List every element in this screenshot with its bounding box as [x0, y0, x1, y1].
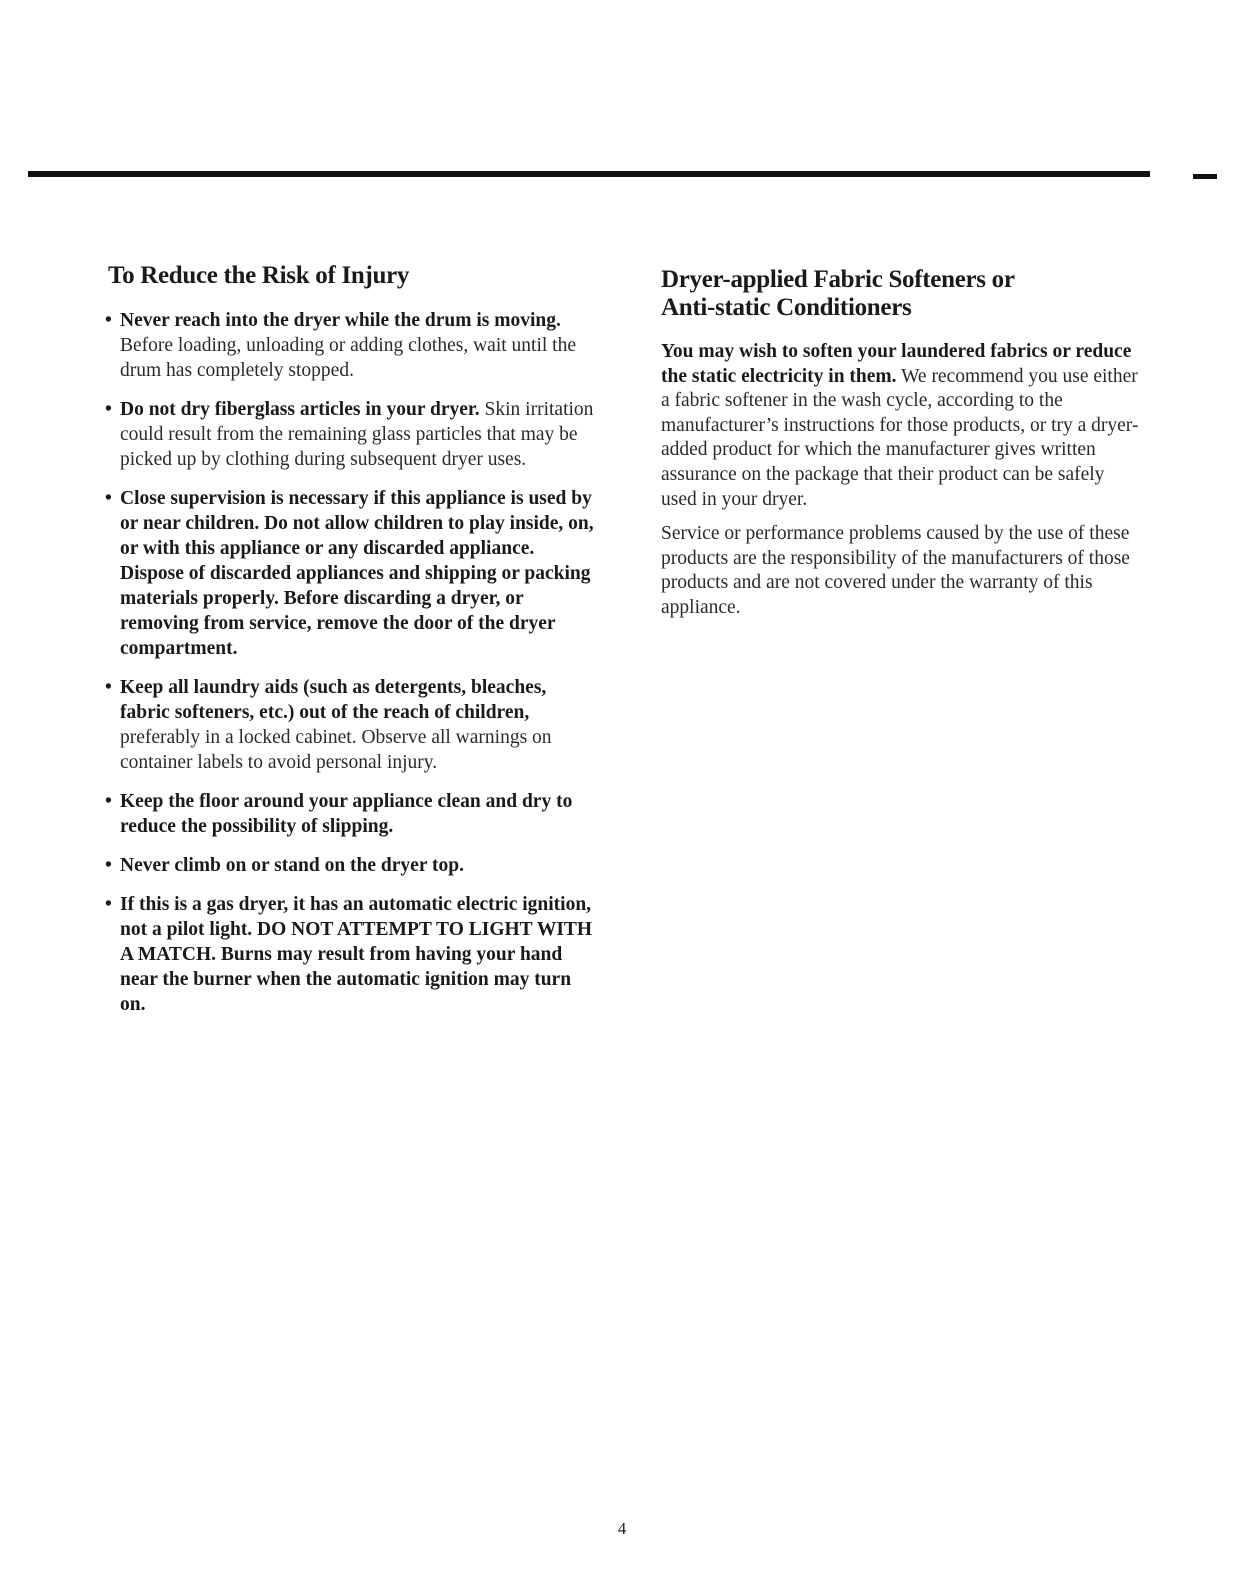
fabric-softeners-paragraph-2: Service or performance problems caused by the use of these products are the responsibility of the manufacturers of those products and are not covered under the warranty of this appliance.	[661, 523, 1130, 618]
item-normal-text: preferably in a locked cabinet. Observe all warnings on container labels to avoid personal injury.	[120, 727, 552, 773]
list-item	[105, 675, 598, 775]
item-normal-text: Skin irritation could result from the remaining glass particles that may be picked up by clothing during subsequent dryer uses.	[120, 399, 594, 470]
list-item	[105, 789, 598, 839]
list-item	[105, 397, 598, 472]
item-bold-text: Do not dry fiberglass articles in your dryer.	[120, 399, 480, 420]
fabric-softeners-title-line1: Dryer-applied Fabric Softeners or	[661, 266, 1015, 293]
list-item	[105, 308, 598, 383]
bullet-icon: •	[105, 791, 112, 812]
paragraph-1-normal-text: We recommend you use either a fabric softener in the wash cycle, according to the manufacturer’s instructions for those products, or try a dryer-added product for which the manufacturer gives written assurance on the package that their product can be safely used in your dryer.	[661, 365, 1139, 510]
top-rule-tick	[1193, 174, 1217, 179]
fabric-softeners-title-line2: Anti-static Conditioners	[661, 294, 912, 321]
top-rule	[28, 171, 1150, 177]
list-item	[105, 486, 598, 661]
item-bold-text: If this is a gas dryer, it has an automatic electric ignition, not a pilot light. DO NOT ATTEMPT TO LIGHT WITH A MATCH. Burns may result from having your hand near the burner when the automatic ignition may turn on.	[120, 894, 593, 1015]
bullet-icon: •	[105, 310, 112, 331]
paragraph-1-bold-text: You may wish to soften your laundered fabrics or reduce the static electricity in them.	[661, 341, 1132, 387]
fabric-softeners-paragraph-1	[661, 340, 1141, 512]
fabric-softeners-section	[661, 266, 1141, 631]
bullet-icon: •	[105, 399, 112, 420]
bullet-icon: •	[105, 677, 112, 698]
item-bold-text: Never reach into the dryer while the drum is moving.	[120, 310, 561, 331]
fabric-softeners-title	[661, 266, 1141, 322]
item-bold-text: Close supervision is necessary if this appliance is used by or near children. Do not allow children to play inside, on, or with this appliance or any discarded appliance. Dispose of discarded appliances and shipping or packing materials properly. Before discarding a dryer, or removing from service, remove the door of the dryer compartment.	[120, 488, 594, 659]
injury-risk-title: To Reduce the Risk of Injury	[108, 262, 410, 289]
injury-risk-list	[105, 308, 598, 1017]
item-bold-text: Never climb on or stand on the dryer top.	[120, 855, 464, 876]
injury-risk-section	[105, 262, 598, 1031]
item-bold-text: Keep the floor around your appliance clean and dry to reduce the possibility of slipping.	[120, 791, 573, 837]
list-item	[105, 853, 598, 878]
item-normal-text: Before loading, unloading or adding clothes, wait until the drum has completely stopped.	[120, 335, 576, 381]
bullet-icon: •	[105, 855, 112, 876]
bullet-icon: •	[105, 488, 112, 509]
list-item	[105, 892, 598, 1017]
bullet-icon: •	[105, 894, 112, 915]
item-bold-text: Keep all laundry aids (such as detergents, bleaches, fabric softeners, etc.) out of the reach of children,	[120, 677, 547, 723]
page-number: 4	[617, 1519, 627, 1538]
